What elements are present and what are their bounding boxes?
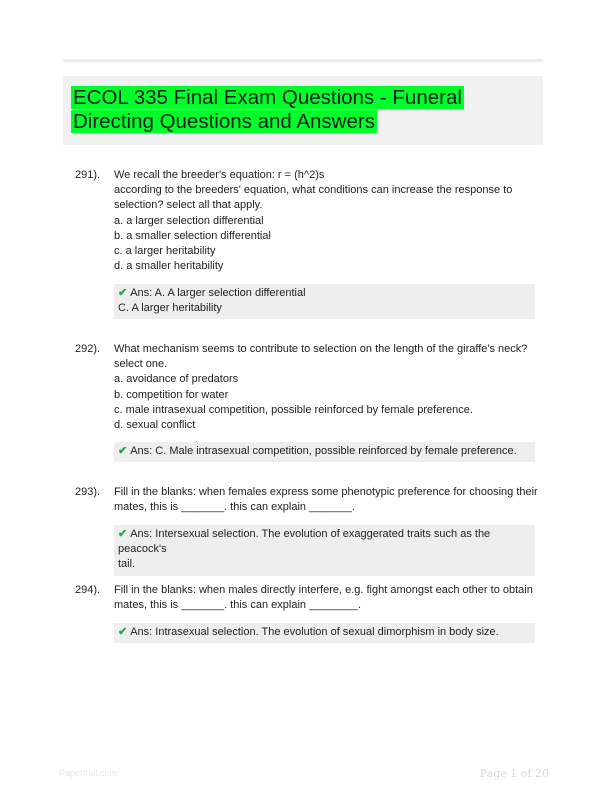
top-divider [63, 59, 543, 62]
answer-box-292 [114, 442, 535, 462]
title-block [63, 76, 543, 145]
answer-box-294 [114, 623, 535, 643]
answer-box-291 [114, 284, 535, 319]
option-c: c. male intrasexual competition, possible reinforced by female preference. [114, 403, 473, 416]
watermark: Papertrail.com [59, 768, 118, 778]
option-d: d. sexual conflict [114, 419, 196, 432]
question-number: 292). [75, 343, 101, 355]
question-number: 294). [75, 584, 101, 596]
document-title [71, 86, 543, 134]
question-line: We recall the breeder's equation: r = (h^2)s [114, 169, 325, 181]
checkmark-icon: ✔ [118, 445, 128, 457]
question-line: selection? select all that apply. [114, 199, 263, 212]
checkmark-icon: ✔ [118, 287, 128, 299]
option-a: a. a larger selection differential [114, 214, 264, 227]
question-text [114, 485, 538, 515]
checkmark-icon: ✔ [118, 626, 128, 638]
question-line: according to the breeders' equation, what conditions can increase the response to [114, 184, 513, 197]
option-b: b. competition for water [114, 388, 229, 401]
answer-box-293 [114, 525, 535, 576]
question-text [114, 342, 534, 433]
answer-text: Ans: Intersexual selection. The evolution of exaggerated traits such as the peacock's [118, 528, 491, 556]
checkmark-icon: ✔ [118, 528, 128, 540]
answer-text: Ans: C. Male intrasexual competition, possible reinforced by female preference. [130, 445, 517, 457]
question-line: mates, this is _______. this can explain _______. [114, 501, 355, 514]
option-c: c. a larger heritability [114, 245, 216, 258]
answer-text: Ans: Intrasexual selection. The evolution of sexual dimorphism in body size. [130, 626, 499, 638]
answer-text: C. A larger heritability [118, 302, 222, 315]
question-line: select one. [114, 358, 168, 371]
question-text [114, 583, 534, 613]
question-number: 291). [75, 169, 101, 181]
option-b: b. a smaller selection differential [114, 229, 271, 242]
question-text [114, 168, 534, 274]
title-highlight: ECOL 335 Final Exam Questions - Funeral Directing Questions and Answers [73, 86, 462, 133]
answer-text: Ans: A. A larger selection differential [130, 287, 306, 299]
question-line: mates, this is _______. this can explain ________. [114, 599, 362, 612]
option-d: d. a smaller heritability [114, 260, 224, 273]
question-number: 293). [75, 486, 101, 498]
question-line: Fill in the blanks: when males directly interfere, e.g. fight amongst each other to obtain [114, 584, 533, 596]
question-line: Fill in the blanks: when females express some phenotypic preference for choosing their [114, 486, 538, 498]
answer-text: tail. [118, 558, 136, 571]
question-line: What mechanism seems to contribute to selection on the length of the giraffe's neck? [114, 343, 528, 355]
page-number: Page 1 of 20 [479, 767, 549, 780]
option-a: a. avoidance of predators [114, 373, 239, 386]
